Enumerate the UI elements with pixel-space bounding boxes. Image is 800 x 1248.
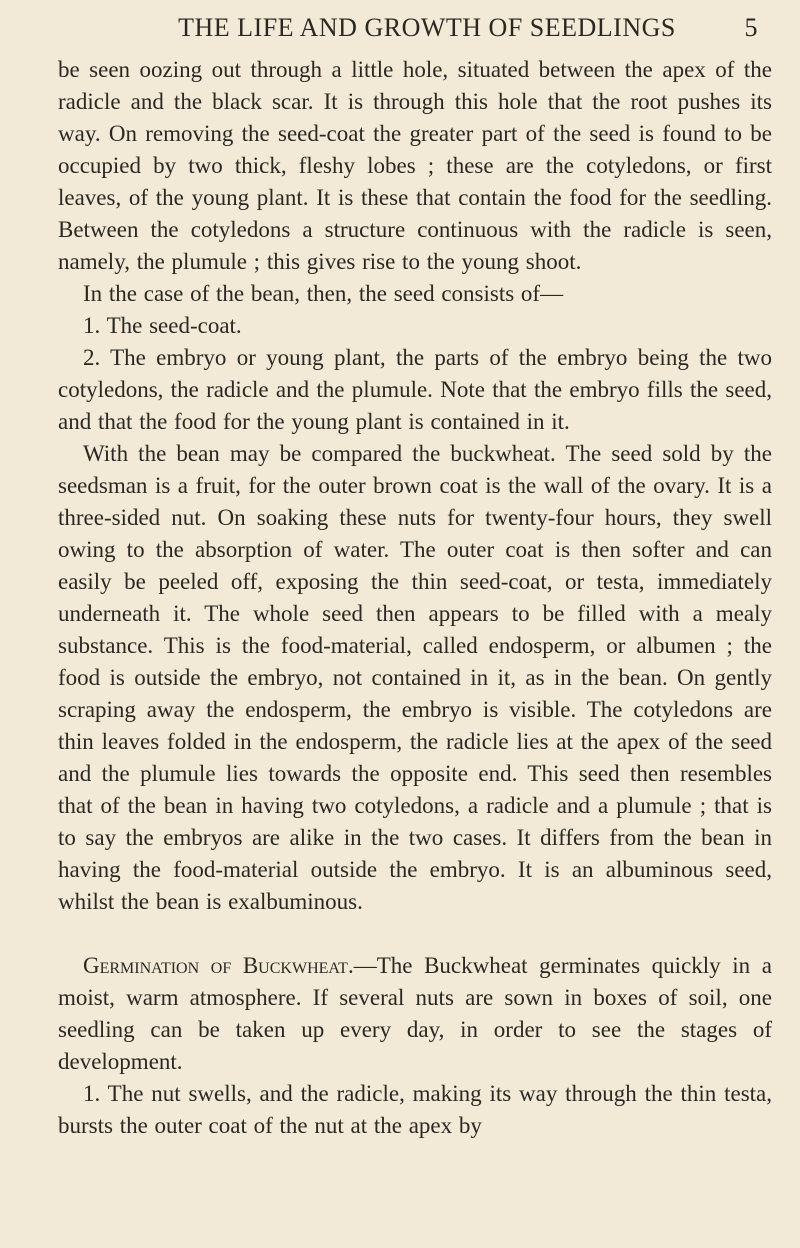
list-item-nut-swells: 1. The nut swells, and the radicle, making its way through the thin testa, bursts the outer coat of the nut at the apex by <box>58 1081 772 1138</box>
running-head <box>58 10 772 46</box>
list-item-seed-coat: 1. The seed-coat. <box>83 313 242 338</box>
paragraph-continued: be seen oozing out through a little hole, situated between the apex of the radicle and the black scar. It is through this hole that the root pushes its way. On removing the seed-coat the greater part of the seed is found to be occupied by two thick, fleshy lobes ; these are the cotyledons, or first leaves, of the young plant. It is these that contain the food for the seedling. Between the cotyledons a structure continuous with the radicle is seen, namely, the plumule ; this gives rise to the young shoot. <box>58 57 772 274</box>
paragraph-buckwheat: With the bean may be compared the buckwheat. The seed sold by the seedsman is a fruit, for the outer brown coat is the wall of the ovary. It is a three-sided nut. On soaking these nuts for twenty-four hours, they swell owing to the absorption of water. The outer coat is then softer and can easily be peeled off, exposing the thin seed-coat, or testa, immediately underneath it. The whole seed then appears to be filled with a mealy substance. This is the food-material, called endosperm, or albumen ; the food is outside the embryo, not contained in it, as in the bean. On gently scraping away the endosperm, the embryo is visible. The cotyledons are thin leaves folded in the endosperm, the radicle lies at the apex of the seed and the plumule lies towards the opposite end. This seed then resembles that of the bean in having two cotyledons, a radicle and a plumule ; that is to say the embryos are alike in the two cases. It differs from the bean in having the food-material outside the embryo. It is an albuminous seed, whilst the bean is exalbuminous. <box>58 441 772 914</box>
section-lead-text: —The Buckwheat germinates quickly in a moist, warm atmosphere. If several nuts are sown in boxes of soil, one seedling can be taken up every day, in order to see the stages of development. <box>58 953 773 1074</box>
paragraph-bean-intro: In the case of the bean, then, the seed consists of— <box>83 281 564 306</box>
section-heading: Germination of Buckwheat. <box>83 953 354 978</box>
paragraph-germination <box>58 950 772 1078</box>
body-text <box>58 54 772 1142</box>
page-number: 5 <box>744 13 758 42</box>
section-spacer <box>58 918 772 950</box>
running-title: THE LIFE AND GROWTH OF SEEDLINGS <box>178 13 676 42</box>
list-item-embryo: 2. The embryo or young plant, the parts of the embryo being the two cotyledons, the radicle and the plumule. Note that the embryo fills the seed, and that the food for the young plant is contained in it. <box>58 345 772 434</box>
